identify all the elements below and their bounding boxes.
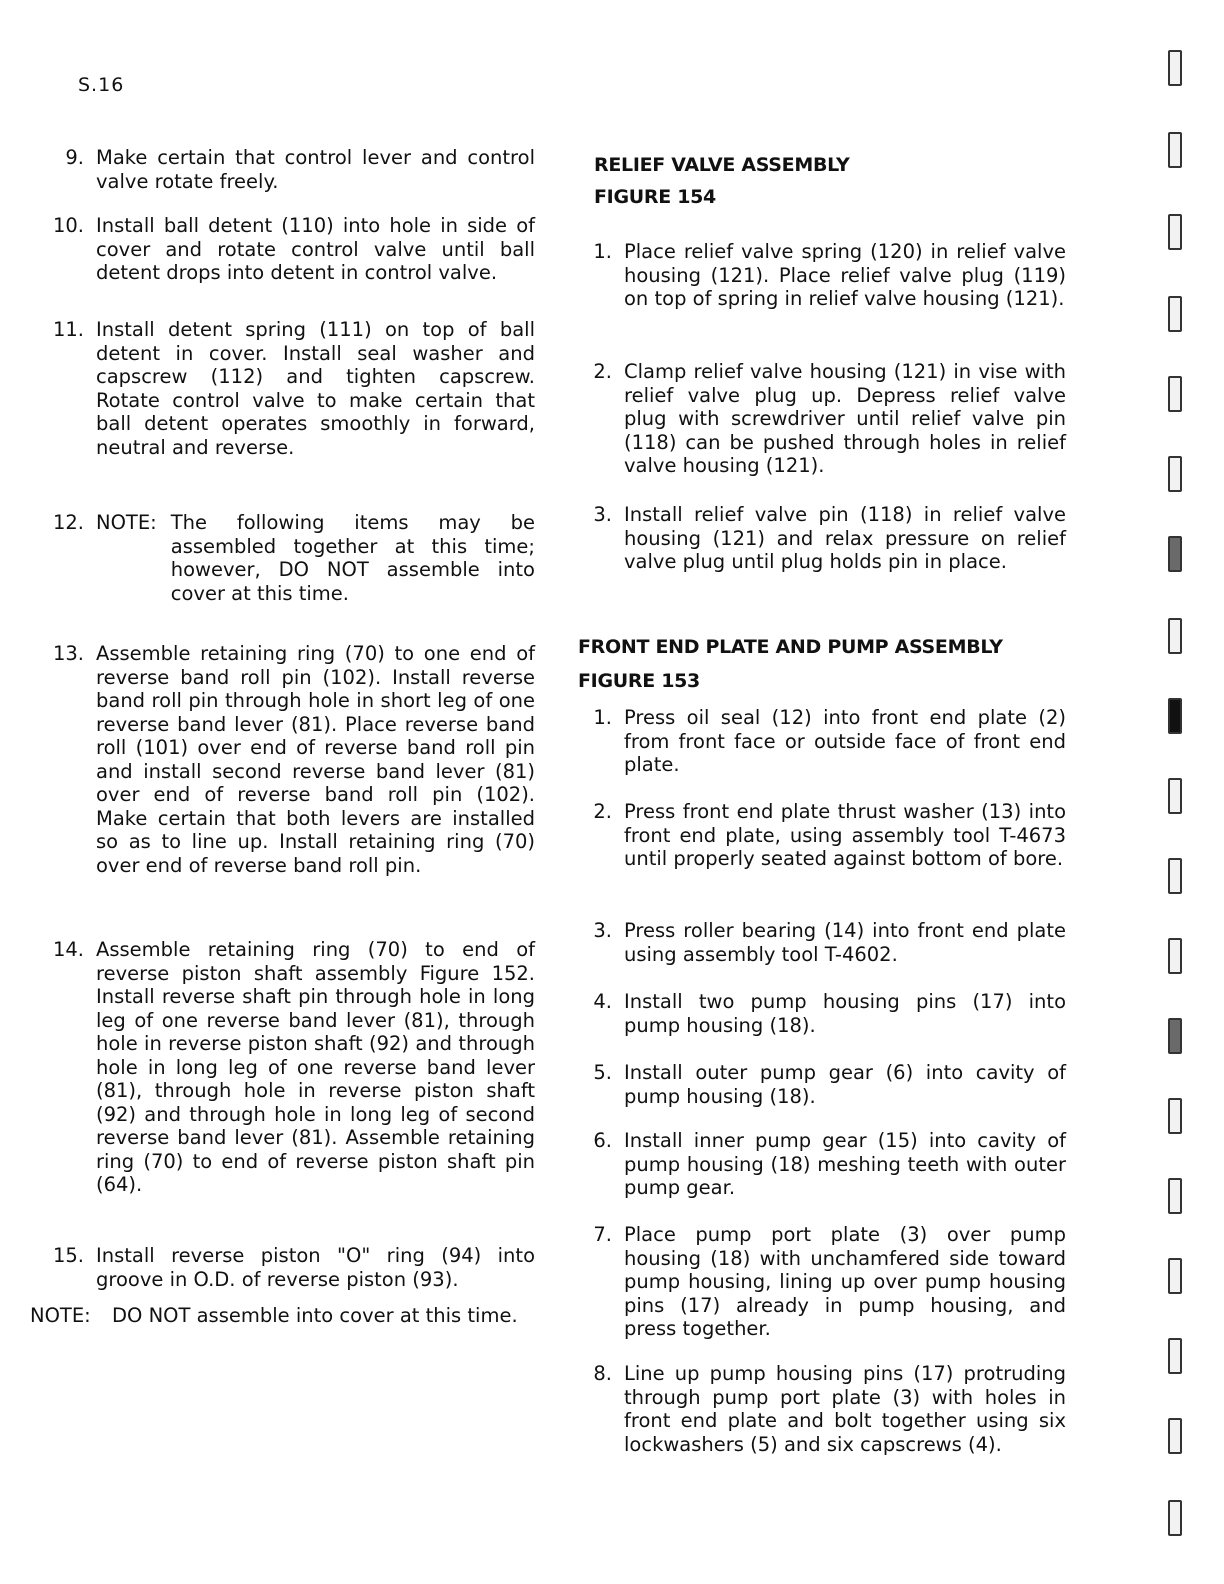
step-9 [30, 146, 535, 193]
step-13 [30, 642, 535, 877]
step-number: 8. [593, 1362, 612, 1385]
front-step-6 [576, 1129, 1066, 1200]
step-11 [30, 318, 535, 459]
binder-hole [1168, 296, 1182, 332]
binder-hole [1168, 938, 1182, 974]
relief-valve-heading: RELIEF VALVE ASSEMBLY [594, 154, 850, 176]
note-text: DO NOT assemble into cover at this time. [112, 1304, 518, 1327]
front-step-3 [576, 919, 1066, 966]
step-number: 2. [593, 800, 612, 823]
binder-hole [1168, 456, 1182, 492]
step-number: 5. [593, 1061, 612, 1084]
step-text: Install reverse piston "O" ring (94) into groove in O.D. of reverse piston (93). [96, 1244, 535, 1291]
step-number: 12. [52, 511, 84, 534]
binder-hole [1168, 778, 1182, 814]
step-number: 4. [593, 990, 612, 1013]
step-10 [30, 214, 535, 285]
binder-hole [1168, 858, 1182, 894]
binder-hole [1168, 618, 1182, 654]
step-text: Install relief valve pin (118) in relief valve housing (121) and relax pressure on relief valve plug until plug holds pin in place. [624, 503, 1066, 573]
binder-hole [1168, 376, 1182, 412]
front-step-8 [576, 1362, 1066, 1456]
front-end-plate-heading: FRONT END PLATE AND PUMP ASSEMBLY [578, 636, 1003, 658]
front-step-2 [576, 800, 1066, 871]
front-step-7 [576, 1223, 1066, 1341]
relief-step-1 [576, 240, 1066, 311]
binder-hole [1168, 50, 1182, 86]
step-text: Assemble retaining ring (70) to end of reverse piston shaft assembly Figure 152. Install reverse shaft pin through hole in long leg of one reverse band lever (81), through hole in reverse piston shaft (92) and through hole in long leg of one reverse band lever (81), through hole in reverse piston shaft (92) and through hole in long leg of second reverse band lever (81). Assemble retaining ring (70) to end of reverse piston shaft pin (64). [96, 938, 535, 1196]
binder-hole [1168, 1418, 1182, 1454]
note-text: The following items may be assembled together at this time; however, DO NOT assemble into cover at this time. [170, 511, 535, 605]
step-text: Install ball detent (110) into hole in side of cover and rotate control valve until ball detent drops into detent in control valve. [96, 214, 535, 284]
step-text: Place relief valve spring (120) in relief valve housing (121). Place relief valve plug (119) on top of spring in relief valve housing (121). [624, 240, 1066, 310]
step-number: 10. [52, 214, 84, 237]
step-15 [30, 1244, 535, 1291]
binder-hole [1168, 698, 1182, 734]
relief-valve-figure: FIGURE 154 [594, 186, 716, 208]
step-number: 15. [52, 1244, 84, 1267]
note-label: NOTE: [30, 1304, 91, 1327]
step-text: Install inner pump gear (15) into cavity of pump housing (18) meshing teeth with outer pump gear. [624, 1129, 1066, 1199]
step-number: 1. [593, 240, 612, 263]
binder-hole [1168, 1178, 1182, 1214]
binder-hole [1168, 1018, 1182, 1054]
page-number: S.16 [78, 74, 125, 96]
step-number: 2. [593, 360, 612, 383]
binder-hole [1168, 1258, 1182, 1294]
binder-hole [1168, 214, 1182, 250]
front-step-1 [576, 706, 1066, 777]
relief-step-2 [576, 360, 1066, 478]
binder-hole [1168, 1098, 1182, 1134]
front-end-plate-figure: FIGURE 153 [578, 670, 700, 692]
step-number: 1. [593, 706, 612, 729]
step-number: 7. [593, 1223, 612, 1246]
step-number: 6. [593, 1129, 612, 1152]
step-text: Place pump port plate (3) over pump housing (18) with unchamfered side toward pump housing, lining up over pump housing pins (17) already in pump housing, and press together. [624, 1223, 1066, 1340]
step-text: Line up pump housing pins (17) protruding through pump port plate (3) with holes in front end plate and bolt together using six lockwashers (5) and six capscrews (4). [624, 1362, 1066, 1456]
step-text: Press front end plate thrust washer (13) into front end plate, using assembly tool T-4673 until properly seated against bottom of bore. [624, 800, 1066, 870]
front-step-5 [576, 1061, 1066, 1108]
step-text: Install two pump housing pins (17) into pump housing (18). [624, 990, 1066, 1037]
step-number: 14. [52, 938, 84, 961]
final-note [30, 1304, 535, 1328]
binder-holes [1162, 0, 1184, 1584]
step-number: 11. [52, 318, 84, 341]
step-number: 3. [593, 919, 612, 942]
step-text: Assemble retaining ring (70) to one end of reverse band roll pin (102). Install reverse band roll pin through hole in short leg of one reverse band lever (81). Place reverse band roll (101) over end of reverse band roll pin and install second reverse band lever (81) over end of reverse band roll pin (102). Make certain that both levers are installed so as to line up. Install retaining ring (70) over end of reverse band roll pin. [96, 642, 535, 877]
note-label: NOTE: [96, 511, 157, 534]
step-number: 9. [65, 146, 84, 169]
binder-hole [1168, 536, 1182, 572]
step-number: 13. [52, 642, 84, 665]
step-14 [30, 938, 535, 1197]
binder-hole [1168, 132, 1182, 168]
step-text: Clamp relief valve housing (121) in vise with relief valve plug up. Depress relief valve plug with screwdriver until relief valve pin (118) can be pushed through holes in relief valve housing (121). [624, 360, 1066, 477]
step-number: 3. [593, 503, 612, 526]
step-text: Install outer pump gear (6) into cavity of pump housing (18). [624, 1061, 1066, 1108]
step-note [96, 511, 535, 605]
binder-hole [1168, 1338, 1182, 1374]
front-step-4 [576, 990, 1066, 1037]
binder-hole [1168, 1500, 1182, 1536]
step-12 [30, 511, 535, 605]
step-text: Press oil seal (12) into front end plate (2) from front face or outside face of front end plate. [624, 706, 1066, 776]
step-text: Make certain that control lever and control valve rotate freely. [96, 146, 535, 193]
step-text: Install detent spring (111) on top of ball detent in cover. Install seal washer and capscrew (112) and tighten capscrew. Rotate control valve to make certain that ball detent operates smoothly in forward, neutral and reverse. [96, 318, 535, 459]
step-text: Press roller bearing (14) into front end plate using assembly tool T-4602. [624, 919, 1066, 966]
relief-step-3 [576, 503, 1066, 574]
